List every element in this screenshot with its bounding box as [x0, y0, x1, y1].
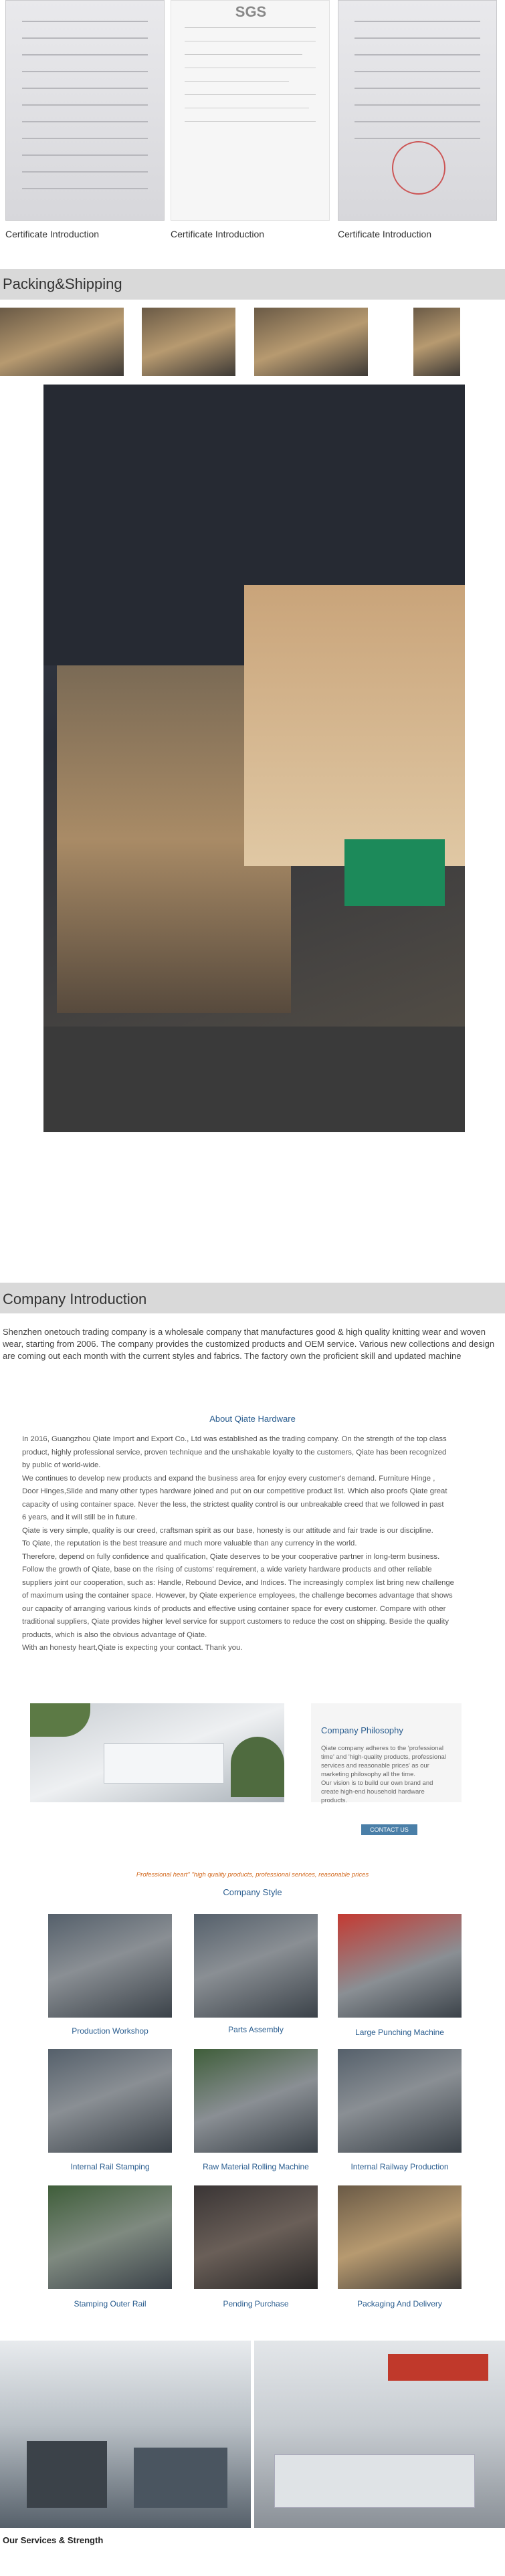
philosophy-title: Company Philosophy [321, 1725, 403, 1735]
certificate-caption-2: Certificate Introduction [171, 229, 265, 239]
contact-us-button[interactable]: CONTACT US [361, 1824, 417, 1835]
text-line: Qiate is very simple, quality is our creed, craftsman spirit as our base, honesty is our attitude and fair trade is our discipline. [22, 1526, 433, 1535]
text-line: In 2016, Guangzhou Qiate Import and Export Co., Ltd was established as the trading company. On the strength of the top class [22, 1435, 447, 1443]
style-image-raw-material-rolling[interactable] [194, 2049, 318, 2153]
text-line: Therefore, depend on fully confidence and qualification, Qiate deserves to be your cooperative partner in long-term business. [22, 1552, 440, 1561]
services-title: Our Services & Strength [3, 2535, 104, 2545]
certificate-image-3 [338, 0, 497, 221]
company-slogan: Professional heart" "high quality products, professional services, reasonable prices [136, 1871, 369, 1879]
packing-thumb-1[interactable] [0, 308, 124, 376]
certificate-caption-1: Certificate Introduction [5, 229, 100, 239]
text-line: marketing philosophy all the time. [321, 1771, 415, 1778]
style-image-internal-railway[interactable] [338, 2049, 462, 2153]
text-line: To Qiate, the reputation is the best treasure and much more valuable than any currency in the world. [22, 1539, 357, 1547]
company-building-image [30, 1703, 284, 1802]
text-line: products, which is also the obvious advantage of Qiate. [22, 1630, 207, 1639]
certificate-image-1 [5, 0, 165, 221]
text-line: With an honesty heart,Qiate is expecting your contact. Thank you. [22, 1644, 243, 1652]
services-image-1 [0, 2341, 251, 2528]
style-image-production-workshop[interactable] [48, 1914, 172, 2018]
packing-thumb-2[interactable] [142, 308, 235, 376]
company-intro-title: Company Introduction [3, 1291, 147, 1307]
style-image-large-punching-machine[interactable] [338, 1914, 462, 2018]
style-caption-8: Pending Purchase [223, 2299, 289, 2309]
text-line: Follow the growth of Qiate, base on the rising of customs' requirement, a wide variety hardware products and other reliable [22, 1566, 432, 1574]
text-line: capacity of using container space. Never the less, the strictest quality control is our unbreakable creed that we followed in past [22, 1500, 444, 1509]
packing-main-image [43, 385, 465, 1132]
certificate-image-2 [171, 0, 330, 221]
text-line: traditional suppliers, Qiate provides higher level service for support customers to reduce the cost on shipping. Beside the quality [22, 1618, 449, 1626]
packing-shipping-title: Packing&Shipping [3, 276, 122, 292]
text-line: of maximum using the container space. However, by Qiate experience employees, the challenge becomes advantage that shows [22, 1592, 453, 1600]
text-line: suppliers joint our cooperation, such as: Handle, Rebound Device, and Indices. The increasingly complex list bring new challenge [22, 1578, 454, 1587]
about-title: About Qiate Hardware [209, 1414, 296, 1424]
company-intro-bar [0, 1283, 505, 1313]
certificate-caption-3: Certificate Introduction [338, 229, 432, 239]
company-style-title: Company Style [223, 1887, 282, 1897]
text-line: We continues to develop new products and expand the business area for enjoy every customer's demand. Furniture Hinge , [22, 1474, 435, 1483]
packing-shipping-bar [0, 269, 505, 300]
style-caption-7: Stamping Outer Rail [74, 2299, 146, 2309]
style-caption-6: Internal Railway Production [350, 2162, 449, 2171]
text-line: 6 years, and it will still be in future. [22, 1513, 138, 1521]
text-line: create high-end household hardware [321, 1788, 425, 1796]
style-caption-4: Internal Rail Stamping [70, 2162, 150, 2171]
style-caption-9: Packaging And Delivery [357, 2299, 442, 2309]
style-caption-3: Large Punching Machine [355, 2028, 444, 2037]
text-line: Door Hinges,Slide and many other types hardware joined and put on our competitive product list. Which also proofs Qiate great [22, 1487, 447, 1495]
text-line: our capacity of arranging various kinds of products and effective using container space for every customer. Compare with other [22, 1604, 446, 1613]
text-line: Qiate company adheres to the 'professional [321, 1745, 443, 1752]
services-image-2 [254, 2341, 505, 2528]
company-intro-text: Shenzhen onetouch trading company is a wholesale company that manufactures good & high quality knitting wear and woven wear, starting from 2006. The company provides the customized products and OEM service. Various new collections and design are coming out each month with the current styles and fabrics. The factory own the proficient skill and updated machine [3, 1327, 495, 1361]
style-image-packaging-delivery[interactable] [338, 2185, 462, 2289]
text-line: product, highly professional service, proven technique and the unshakable loyalty to the customers, Qiate has been recognized [22, 1448, 447, 1457]
style-image-pending-purchase[interactable] [194, 2185, 318, 2289]
packing-thumb-3[interactable] [254, 308, 368, 376]
about-text [22, 1433, 490, 1655]
style-caption-1: Production Workshop [72, 2026, 148, 2036]
text-line: Our vision is to build our own brand and [321, 1780, 433, 1787]
text-line: products. [321, 1797, 348, 1804]
text-line: services and reasonable prices' as our [321, 1762, 429, 1769]
style-image-stamping-outer-rail[interactable] [48, 2185, 172, 2289]
style-caption-5: Raw Material Rolling Machine [203, 2162, 309, 2171]
style-image-parts-assembly[interactable] [194, 1914, 318, 2018]
sgs-logo: SGS [235, 3, 267, 20]
packing-thumb-4[interactable] [413, 308, 460, 376]
text-line: by public of world-wide. [22, 1461, 101, 1469]
style-caption-2: Parts Assembly [228, 2025, 284, 2034]
philosophy-text [321, 1744, 458, 1805]
style-image-internal-rail-stamping[interactable] [48, 2049, 172, 2153]
text-line: time' and 'high-quality products, professional [321, 1753, 446, 1761]
